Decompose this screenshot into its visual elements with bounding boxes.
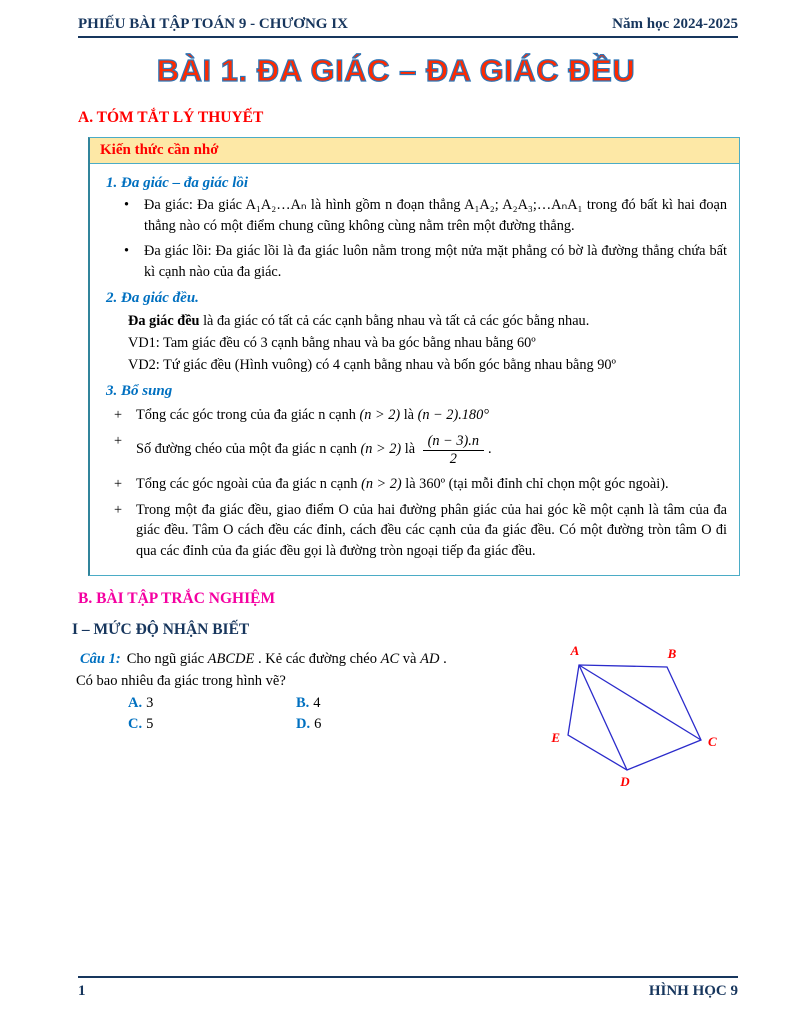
plus-item-center — [114, 500, 727, 562]
theory-box — [88, 137, 740, 576]
level-1-heading: I – MỨC ĐỘ NHẬN BIẾT — [72, 620, 250, 638]
vertex-label-E: E — [551, 729, 560, 745]
item3-heading: 3. Bổ sung — [106, 383, 173, 400]
math-ABCDE: ABCDE — [207, 650, 255, 667]
math-condition: (n > 2) — [361, 475, 402, 492]
option-d: D. 6 — [296, 715, 322, 732]
plus-item-exterior-angles: + Tổng các góc ngoài của đa giác n cạnh (n > 2) là 360º (tại mỗi đỉnh chỉ chọn một góc ngoài). — [114, 474, 727, 495]
math-condition: (n > 2) — [359, 407, 401, 424]
example-vd2: VD2: Tứ giác đều (Hình vuông) có 4 cạnh bằng nhau và bốn góc bằng nhau bằng 90º — [128, 357, 616, 374]
plus-item-diagonals: + Số đường chéo của một đa giác n cạnh (n > 2) là $\frac{(n - 3).n}{2}$ . — [114, 431, 727, 469]
pentagon-svg — [546, 641, 738, 799]
plus-marker: + — [114, 407, 123, 424]
option-a: A. 3 — [128, 694, 154, 711]
section-a-heading: A. TÓM TẮT LÝ THUYẾT — [78, 109, 264, 126]
vertex-label-D: D — [620, 773, 630, 789]
math-formula: (n − 2).180° — [417, 407, 489, 424]
example-vd1: VD1: Tam giác đều có 3 cạnh bằng nhau và ba góc bằng nhau bằng 60º — [128, 335, 536, 352]
item2-heading: 2. Đa giác đều. — [106, 289, 199, 306]
vertex-label-B: B — [667, 645, 677, 661]
diagonal-AD — [579, 665, 627, 770]
fraction-denominator: 2 — [449, 450, 457, 467]
answer-options — [128, 695, 546, 733]
math-AC: AC — [380, 650, 400, 667]
option-c: C. 5 — [128, 715, 154, 732]
header-left-title: PHIẾU BÀI TẬP TOÁN 9 - CHƯƠNG IX — [78, 16, 348, 32]
diagonal-AC — [579, 665, 701, 740]
section-b-heading: B. BÀI TẬP TRẮC NGHIỆM — [78, 589, 276, 607]
question-1 — [76, 642, 738, 799]
footer-subject: HÌNH HỌC 9 — [648, 983, 738, 999]
math-condition: (n > 2) — [360, 441, 402, 458]
plus-marker: + — [114, 501, 123, 518]
bullet-item — [124, 195, 727, 236]
bullet-marker: • — [124, 243, 130, 260]
vertex-label-A: A — [570, 642, 580, 658]
theory-box-header: Kiến thức cần nhớ — [90, 138, 739, 164]
plus-item-interior-angles: + Tổng các góc trong của đa giác n cạnh (n > 2) là (n − 2).180° — [114, 405, 727, 426]
question-1-line2: Có bao nhiêu đa giác trong hình vẽ? — [76, 672, 286, 689]
plus-marker: + — [114, 433, 123, 450]
page-header — [78, 16, 738, 38]
regular-polygon-definition — [128, 310, 727, 332]
center-of-regular-polygon-text: Trong một đa giác đều, giao điểm O của hai đường phân giác của hai góc kề một cạnh là tâm của đa giác đều. Tâm O cách đều các đỉnh, cách đều các cạnh của đa giác đều. Có một đường tròn tâm O đi qua các đỉnh của đa giác đều gọi là đường tròn ngoại tiếp đa giác đều. — [136, 501, 727, 560]
question-1-text-block: Câu 1: Cho ngũ giác ABCDE . Kẻ các đường chéo AC và AD . Có bao nhiêu đa giác trong hình vẽ? A. 3 B. 4 C. 5 D. 6 — [80, 649, 546, 799]
header-school-year: Năm học 2024-2025 — [612, 16, 738, 32]
item1-heading: 1. Đa giác – đa giác lồi — [106, 175, 249, 191]
theory-box-body — [90, 164, 739, 575]
bullet-text-convex-polygon: Đa giác lồi: Đa giác lồi là đa giác luôn nằm trong một nửa mặt phẳng có bờ là đường thẳng chứa bất kì cạnh nào của đa giác. — [144, 243, 727, 281]
pentagon-outline — [568, 665, 701, 770]
math-AD: AD — [420, 650, 440, 667]
page-footer — [78, 976, 738, 1000]
vertex-label-C: C — [708, 733, 717, 749]
plus-marker: + — [114, 475, 123, 492]
pentagon-figure — [546, 641, 738, 799]
fraction-numerator: (n − 3).n — [423, 433, 484, 450]
question-1-label: Câu 1: — [80, 650, 121, 667]
page-number: 1 — [78, 983, 86, 999]
definition-text: là đa giác có tất cả các cạnh bằng nhau và tất cả các góc bằng nhau. — [199, 312, 590, 329]
bullet-text-polygon: Đa giác: Đa giác A₁A₂…Aₙ là hình gồm n đoạn thẳng A₁A₂; A₂A₃;…AₙA₁ trong đó bất kì hai đoạn thẳng nào có một điểm chung cũng không cùng nằm trên một đường thẳng. — [144, 197, 727, 234]
bullet-item — [124, 241, 727, 282]
definition-term: Đa giác đều — [128, 312, 200, 329]
math-fraction — [423, 433, 484, 467]
bullet-marker: • — [124, 197, 130, 213]
lesson-title: BÀI 1. ĐA GIÁC – ĐA GIÁC ĐỀU — [156, 53, 636, 88]
option-b: B. 4 — [296, 694, 321, 711]
